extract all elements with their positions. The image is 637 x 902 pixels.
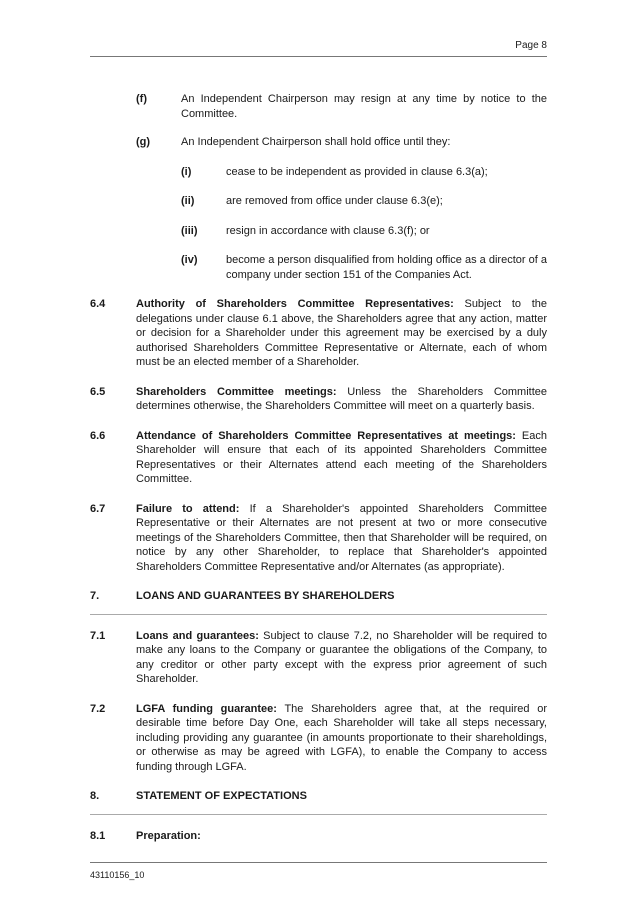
clause-6-6: [90, 429, 547, 487]
clause-body: Unless the Shareholders Committee determines otherwise, the Shareholders Committee will meet on a quarterly basis.: [136, 385, 547, 412]
clause-text: [136, 702, 547, 775]
clause-number: (iii): [181, 224, 198, 237]
page-number: Page 8: [515, 40, 547, 51]
clause-7-1: [90, 629, 547, 687]
clause-number: 6.6: [90, 429, 106, 442]
clause-text: [136, 385, 547, 414]
clause-body: If a Shareholder's appointed Shareholders Committee Representative or their Alternates are not present at two or more consecutive meetings of the Shareholders Committee, then that Shareholder will be required, on notice by any other Shareholder, to replace that Shareholder's appointed Shareholders Committee Representative and/or Alternates (as appropriate).: [136, 502, 548, 573]
clause-text: An Independent Chairperson may resign at any time by notice to the Committee.: [181, 93, 547, 120]
clause-body: Subject to clause 7.2, no Shareholder will be required to make any loans to the Company or guarantee the obligations of the Company, to any creditor or other party except with the express prior agreement of such Shareholder.: [136, 629, 548, 685]
clause-title: Shareholders Committee meetings:: [136, 385, 337, 398]
section-number: 7.: [90, 590, 100, 602]
clause-number: 8.1: [90, 829, 106, 842]
clause-title: LGFA funding guarantee:: [136, 702, 277, 715]
clause-text: [136, 429, 547, 487]
clause-number: (ii): [181, 195, 195, 207]
clause-body: The Shareholders agree that, at the required or desirable time before Day One, each Shareholder will take all steps necessary, including providing any guarantee (in amounts proportionate to their shareholdings, or otherwise as may be agreed with LGFA), to enable the Company to access funding through LGFA.: [136, 702, 547, 773]
clause-body: Subject to the delegations under clause 6.1 above, the Shareholders agree that any action, matter or decision for a Shareholder under this agreement may be exercised by a duly authorised Shareholders Committee Representative or Alternate, each of whom must be an elected member of a Shareholder.: [136, 298, 547, 368]
section-title: LOANS AND GUARANTEES BY SHAREHOLDERS: [136, 590, 395, 602]
clause-title: Failure to attend:: [136, 502, 240, 515]
clause-7-2: [90, 702, 547, 775]
clause-title: Attendance of Shareholders Committee Representatives at meetings:: [136, 429, 516, 442]
clause-title: Preparation:: [136, 829, 201, 842]
clause-6-3-g-iv: [181, 253, 547, 282]
clause-title: Authority of Shareholders Committee Representatives:: [136, 298, 454, 310]
clause-number: (iv): [181, 254, 198, 266]
page-header: [90, 38, 547, 57]
document-reference: 43110156_10: [90, 870, 145, 880]
clause-6-3-g-i: [181, 165, 547, 180]
clause-number: 6.5: [90, 385, 106, 398]
clause-6-3-g-ii: [181, 194, 547, 209]
clause-number: (f): [136, 93, 147, 105]
clause-text: are removed from office under clause 6.3(e);: [226, 195, 443, 207]
clause-number: 7.2: [90, 702, 106, 715]
clause-number: 6.4: [90, 298, 106, 310]
clause-title: Loans and guarantees:: [136, 629, 259, 642]
clause-text: [136, 629, 547, 687]
clause-text: resign in accordance with clause 6.3(f); or: [226, 224, 430, 237]
clause-text: cease to be independent as provided in clause 6.3(a);: [226, 165, 488, 178]
clause-body: Each Shareholder will ensure that each of its appointed Shareholders Committee Representatives or their Alternates attend each meeting of the Shareholders Committee.: [136, 429, 547, 485]
clause-6-5: [90, 385, 547, 414]
clause-8-1: [90, 829, 547, 844]
section-number: 8.: [90, 790, 100, 802]
section-title: STATEMENT OF EXPECTATIONS: [136, 790, 307, 802]
clause-6-3-f: [136, 92, 547, 121]
clause-number: 7.1: [90, 629, 106, 642]
clause-6-3-g: [136, 135, 547, 150]
clause-6-4: [90, 297, 547, 370]
clause-text: [136, 502, 547, 575]
section-heading-8: [90, 789, 547, 815]
clause-text: become a person disqualified from holding office as a director of a company under section 151 of the Companies Act.: [226, 254, 547, 281]
clause-number: (g): [136, 136, 151, 148]
clause-6-3-g-iii: [181, 224, 547, 239]
document-body: [90, 92, 547, 843]
clause-number: (i): [181, 165, 192, 178]
clause-text: An Independent Chairperson shall hold office until they:: [181, 136, 451, 148]
clause-text: [136, 297, 547, 370]
clause-6-7: [90, 502, 547, 575]
section-heading-7: [90, 589, 547, 615]
clause-number: 6.7: [90, 502, 106, 515]
page-footer: [90, 862, 547, 880]
